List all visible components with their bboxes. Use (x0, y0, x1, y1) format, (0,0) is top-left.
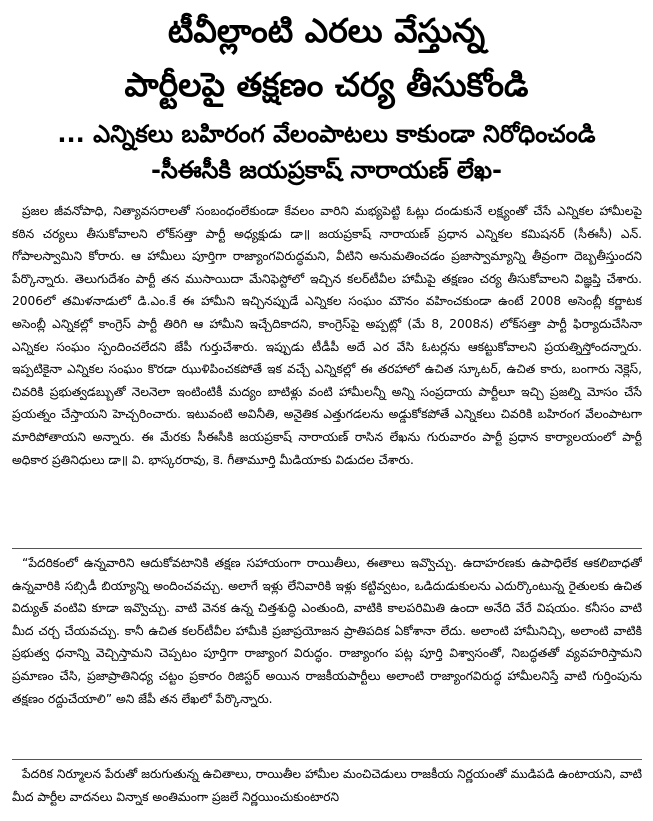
article-paragraph-3: పేదరిక నిర్మూలన పేరుతో జరుగుతున్న ఉచితాలు, రాయితీల హామీల మంచిచెడులు రాజకీయ నిర్ణయంతో ముడిపడి ఉంటాయని, వాటి మీద పార్టీల వాదనలు విన్నాక అంతిమంగా ప్రజలే నిర్ణయించుకుంటారని (12, 767, 642, 804)
subheadline: ... ఎన్నికలు బహిరంగ వేలంపాటలు కాకుండా నిరోధించండి (57, 120, 596, 148)
headline-line-2: పార్టీలపై తక్షణం చర్య తీసుకోండి (124, 65, 529, 104)
headline-line-1: టీవీల్లాంటి ఎరలు వేస్తున్న (167, 11, 486, 50)
paragraph-divider (12, 759, 642, 760)
article-paragraph-2: “పేదరికంలో ఉన్నవారిని ఆదుకోవటానికి తక్షణ సహాయంగా రాయితీలు, ఈతాలు ఇవ్వొచ్చు. ఉదాహరణకు ఉపాధిలేక ఆకలిబాధతో ఉన్నవారికి సబ్సిడీ బియ్యాన్ని అందించవచ్చు. అలాగే ఇళ్లు లేనివారికి ఇళ్లు కట్టివ్వటం, ఒడిదుడుకులను ఎదుర్కొంటున్న రైతులకు ఉచిత విద్యుత్ వంటివి కూడా ఇవ్వొచ్చు. వాటి వెనక ఉన్న చిత్తశుద్ధి ఎంతుంది, వాటికి కాలపరిమితి ఉందా అనేది వేరే విషయం. కనీసం వాటి మీద చర్చ చేయవచ్చు. కానీ ఉచిత కలర్‌టీవీల హామీకి ప్రజాప్రయోజన ప్రాతిపదిక ఏకోశానా లేదు. అలాంటి హామీనిచ్చి, అలాంటి వాటికి ప్రభుత్వ ధనాన్ని వెచ్చిస్తామని చెప్పటం పూర్తిగా రాజ్యాంగ విరుద్ధం. రాజ్యాంగం పట్ల పూర్తి విశ్వాసంతో, నిబద్ధతతో వ్యవహరిస్తామని ప్రమాణం చేసి, ప్రజాప్రాతినిధ్య చట్టం ప్రకారం రిజిస్టర్ అయిన రాజకీయపార్టీలు అలాంటి రాజ్యాంగవిరుద్ధ హామీలనిస్తే వాటి గుర్తింపును తక్షణం రద్దుచేయాలి” అని జేపీ తన లేఖలో పేర్కొన్నారు. (12, 556, 642, 706)
byline: -సీఈసీకి జయప్రకాష్ నారాయణ్ లేఖ- (151, 156, 502, 184)
paragraph-divider (12, 548, 642, 549)
article-paragraph-1: ప్రజల జీవనోపాధి, నిత్యావసరాలతో సంబంధంలేకుండా కేవలం వారిని మభ్యపెట్టి ఓట్లు దండుకునే లక్ష్యంతో చేసే ఎన్నికల హామీలపై కఠిన చర్యలు తీసుకోవాలని లోక్‌సత్తా పార్టీ అధ్యక్షుడు డా॥ జయప్రకాష్ నారాయణ్ ప్రధాన ఎన్నికల కమిషనర్ (సీఈసీ) ఎన్. గోపాలస్వామిని కోరారు. ఆ హామీలు పూర్తిగా రాజ్యాంగవిరుద్ధమని, వీటిని అనుమతించడం ప్రజాస్వామ్యాన్ని తీవ్రంగా దెబ్బతీస్తుందని పేర్కొన్నారు. తెలుగుదేశం పార్టీ తన ముసాయిదా మేనిఫెస్టోలో ఇచ్చిన కలర్‌టీవీల హామీపై తక్షణం చర్య తీసుకోవాలని విజ్ఞప్తి చేశారు. 2006లో తమిళనాడులో డి.ఎం.కే ఈ హామీని ఇచ్చినప్పుడే ఎన్నికల సంఘం మౌనం వహించకుండా ఉంటే 2008 అసెంబ్లీ కర్ణాటక అసెంబ్లీ ఎన్నికల్లో కాంగ్రెస్ పార్టీ తిరిగి ఆ హామీని ఇచ్చేదికాదని, కాంగ్రెస్‌పై అప్పట్లో (మే 8, 2008న) లోక్‌సత్తా పార్టీ ఫిర్యాదుచేసినా ఎన్నికల సంఘం స్పందించలేదని జేపీ గుర్తుచేశారు. ఇప్పుడు టీడీపీ అదే ఎర వేసి ఓటర్లను ఆకట్టుకోవాలని ప్రయత్నిస్తోందన్నారు. ఇప్పటికైనా ఎన్నికల సంఘం కొరడా ఝుళిపించకపోతే ఇక వచ్చే ఎన్నికల్లో ఈ తరహాలో ఉచిత స్కూటర్, ఉచిత కారు, బంగారు నెక్లెస్, చివరికి ప్రభుత్వడబ్బుతో నెలనెలా ఇంటింటికీ మద్యం బాటిళ్లు వంటి హామీలన్నీ అన్ని సంప్రదాయ పార్టీలూ ఇచ్చి ప్రజల్ని మోసం చేసే ప్రయత్నం చేస్తాయని హెచ్చరించారు. ఇటువంటి అవినీతి, అనైతిక ఎత్తుగడలను అడ్డుకోకపోతే ఎన్నికలు చివరికి బహిరంగ వేలంపాటగా మారిపోతాయని అన్నారు. ఈ మేరకు సీఈసీకి జయప్రకాష్ నారాయణ్ రాసిన లేఖను గురువారం పార్టీ ప్రధాన కార్యాలయంలో పార్టీ అధికార ప్రతినిధులు డా॥ వి. భాస్కరరావు, కె. గీతామూర్తి మీడియాకు విడుదల చేశారు. (12, 204, 642, 467)
